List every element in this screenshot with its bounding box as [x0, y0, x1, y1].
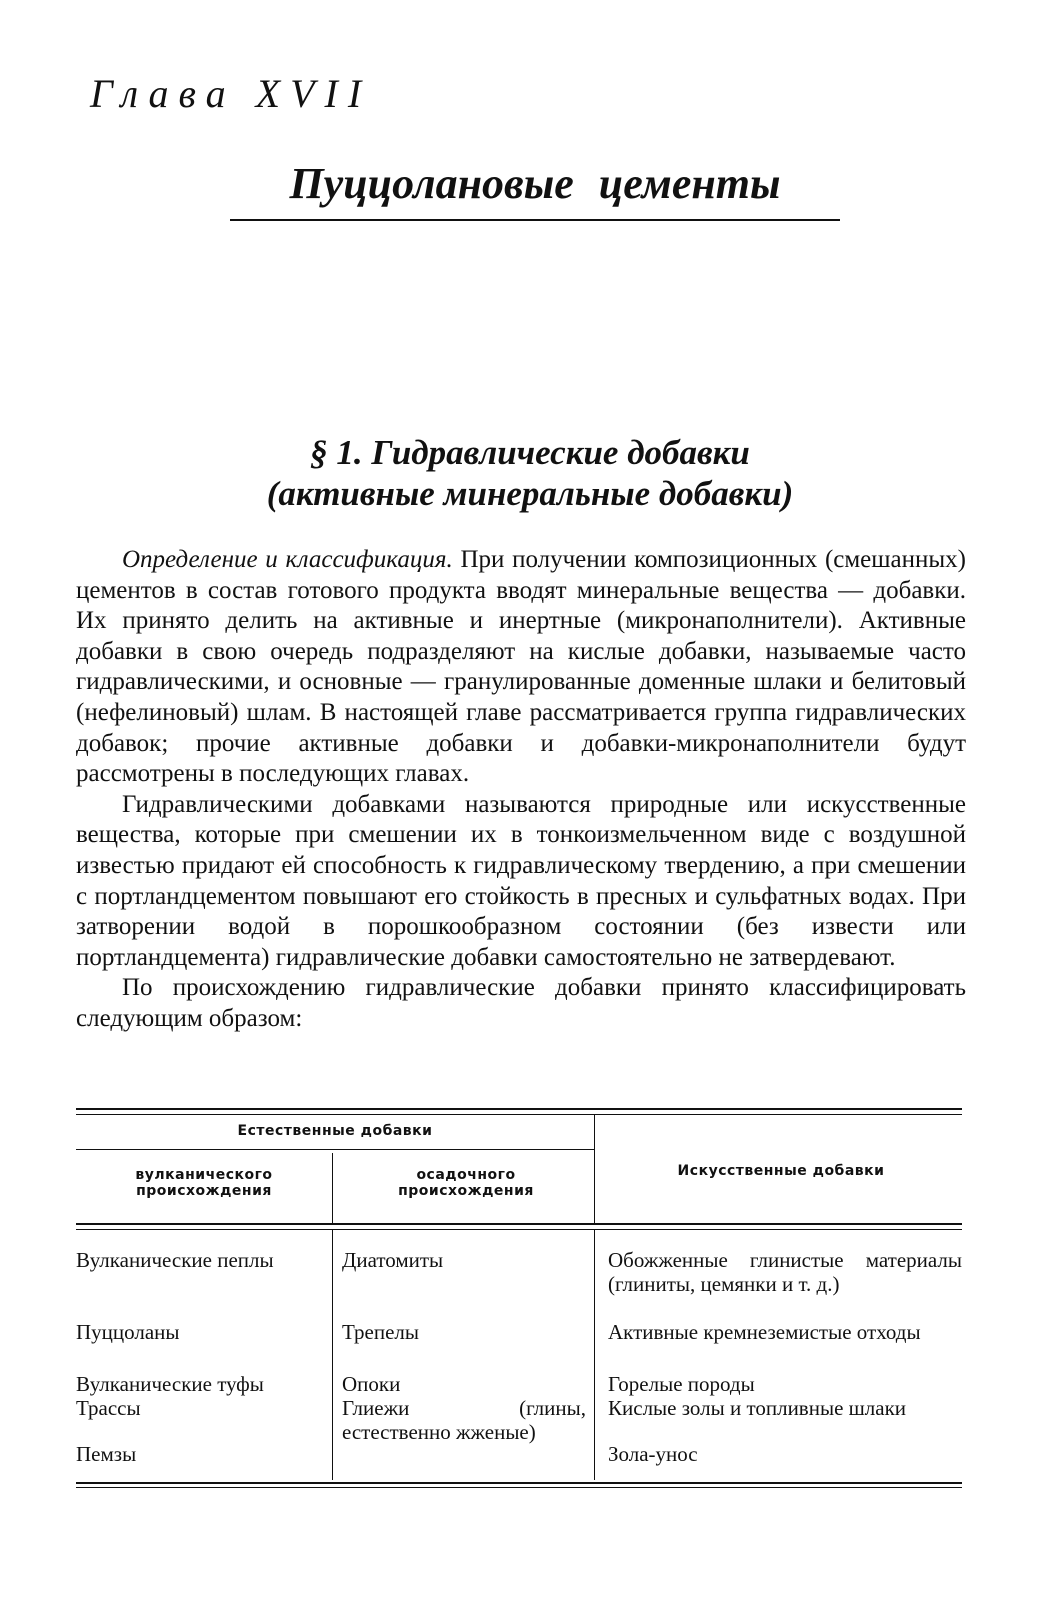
sedimentary-cell: Диатомиты — [342, 1248, 444, 1272]
section-title — [180, 432, 880, 514]
paragraph-hydraulic: Гидравлическими добавками называются природные или искусственные вещества, которые при смешении их в тонкоизмельченном виде с воздушной известью придают ей способность к гидравлическому твердению, а при смешении с портландцементом повышают его стойкость в пресных и сульфатных водах. При затворении водой в порошкообразном состоянии (без извести или портландцемента) гидравлические добавки самостоятельно не затвердевают. — [76, 790, 966, 971]
artificial-cell: Кислые золы и топливные шлаки — [608, 1396, 907, 1420]
header-subrule — [76, 1149, 594, 1150]
chapter-label: Глава XVII — [90, 71, 372, 116]
header-divider-2 — [594, 1115, 595, 1223]
paragraph-lead: Определение и классификация. — [122, 546, 453, 573]
volcanic-cell: Пемзы — [76, 1442, 137, 1466]
paragraph-definition-text: При получении композиционных (смешанных) цементов в состав готового продукта вводят минеральные вещества — добавки. Их принято делить на активные и инертные (микронаполнители). Активные добавки в свою очередь подразделяют на кислые добавки, называемые часто гидравлическими, и основные — гранулированные доменные шлаки и белитовый (нефелиновый) шлам. В настоящей главе рассматривается группа гидравлических добавок; прочие активные добавки и добавки-микронаполнители будут рассмотрены в последующих главах. — [76, 546, 967, 788]
classification-table — [76, 1108, 962, 1488]
artificial-cell: Активные кремнеземистые отходы — [608, 1320, 921, 1344]
body-text — [76, 545, 966, 1035]
table-header-rule — [76, 1223, 962, 1230]
body-divider-2 — [594, 1230, 595, 1480]
header-divider-1 — [332, 1153, 333, 1223]
header-artificial: Искусственные добавки — [677, 1163, 885, 1179]
artificial-cell: Обожженные глинистые материалы (глиниты, цемянки и т. д.) — [608, 1248, 962, 1296]
volcanic-cell: Пуццоланы — [76, 1320, 180, 1344]
volcanic-cell: Вулканические туфы — [76, 1372, 264, 1396]
artificial-cell: Зола-унос — [608, 1442, 698, 1466]
chapter-title: Пуццолановые цементы — [230, 158, 840, 221]
header-natural: Естественные добавки — [237, 1123, 433, 1139]
paragraph-classification: По происхождению гидравлические добавки принято классифицировать следующим образом: — [76, 974, 966, 1032]
sedimentary-cell: Глиежи (глины, естественно жженые) — [342, 1396, 586, 1444]
table-header — [76, 1115, 962, 1223]
body-divider-1 — [332, 1230, 333, 1480]
artificial-cell: Горелые породы — [608, 1372, 755, 1396]
sedimentary-cell: Трепелы — [342, 1320, 419, 1344]
sedimentary-cell: Опоки — [342, 1372, 401, 1396]
table-bottom-rule — [76, 1482, 962, 1488]
volcanic-cell: Трассы — [76, 1396, 141, 1420]
paragraph-definition — [76, 545, 966, 790]
volcanic-cell: Вулканические пеплы — [76, 1248, 274, 1272]
header-sedimentary: осадочного происхождения — [398, 1167, 534, 1199]
section-title-line-2: (активные минеральные добавки) — [266, 474, 794, 513]
header-volcanic: вулканического происхождения — [135, 1167, 273, 1199]
table-top-rule — [76, 1108, 962, 1115]
table-body — [76, 1230, 962, 1480]
section-title-line-1: § 1. Гидравлические добавки — [310, 433, 750, 472]
